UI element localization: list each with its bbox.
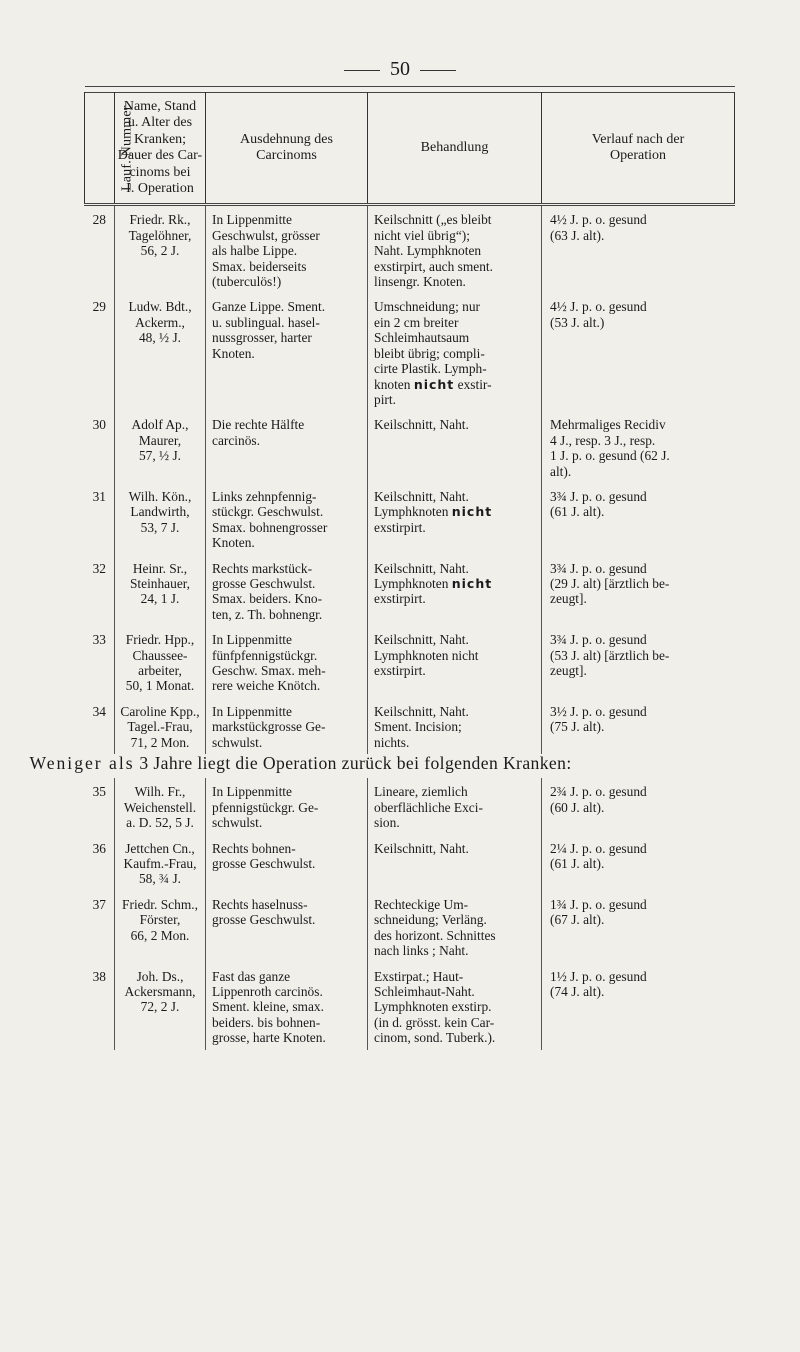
patient-name-cell-line: 48, ½ J. — [138, 330, 182, 346]
table-row — [85, 555, 735, 627]
outcome-cell — [542, 555, 735, 627]
treatment-cell — [368, 891, 542, 963]
treatment-cell — [368, 835, 542, 891]
treatment-cell-line: Keilschnitt („es bleibt — [374, 212, 492, 228]
page-number-dash-left — [344, 70, 380, 71]
patient-name-cell — [115, 293, 206, 411]
row-number: 29 — [92, 299, 106, 315]
patient-name-cell-line: Caroline Kpp., — [120, 703, 200, 719]
extent-cell-line: In Lippenmitte — [212, 212, 292, 228]
outcome-cell-line: (53 J. alt) [ärztlich be- — [550, 647, 670, 663]
outcome-cell-line: 1¾ J. p. o. gesund — [550, 896, 647, 912]
outcome-cell-line: 4 J., resp. 3 J., resp. — [550, 432, 656, 448]
outcome-cell-line: 3¾ J. p. o. gesund — [550, 632, 647, 648]
patient-name-cell-line: Joh. Ds., — [136, 968, 184, 984]
patient-name-cell-line: Steinhauer, — [129, 575, 191, 591]
outcome-cell-line: (61 J. alt). — [550, 504, 605, 520]
patient-name-cell-line: Ackerm., — [135, 314, 185, 330]
patient-name-cell-line: Maurer, — [138, 432, 182, 448]
table-row — [85, 293, 735, 411]
extent-cell — [206, 483, 368, 555]
row-number: 31 — [92, 488, 106, 504]
patient-name-cell — [115, 626, 206, 698]
outcome-cell-line: alt). — [550, 463, 572, 479]
extent-cell-line: markstückgrosse Ge- — [212, 719, 326, 735]
outcome-cell-line: 4½ J. p. o. gesund — [550, 299, 647, 315]
patient-name-cell — [115, 963, 206, 1050]
extent-cell-line: Lippenroth carcinös. — [212, 983, 323, 999]
row-number: 32 — [92, 560, 106, 576]
patient-name-cell-line: Jettchen Cn., — [125, 840, 195, 856]
extent-cell-line: grosse Geschwulst. — [212, 912, 316, 928]
treatment-cell — [368, 555, 542, 627]
outcome-cell — [542, 293, 735, 411]
patient-name-cell — [115, 835, 206, 891]
treatment-cell-line: knoten — [374, 376, 411, 392]
header-ausdehnung: Ausdehnung des Carcinoms — [206, 93, 368, 205]
outcome-cell-line: zeugt]. — [550, 591, 587, 607]
patient-name-cell — [115, 698, 206, 754]
patient-name-cell — [115, 778, 206, 834]
header-behandlung: Behandlung — [368, 93, 542, 205]
patient-name-cell-line: 53, 7 J. — [140, 519, 180, 535]
patient-name-cell-line: Weichenstell. — [123, 799, 197, 815]
treatment-cell-line: sion. — [374, 815, 400, 831]
outcome-cell — [542, 891, 735, 963]
extent-cell — [206, 555, 368, 627]
patient-name-cell-line: Heinr. Sr., — [132, 560, 188, 576]
extent-cell — [206, 835, 368, 891]
treatment-cell-line: Keilschnitt, Naht. — [374, 703, 469, 719]
extent-cell-line: schwulst. — [212, 734, 263, 750]
table-row — [85, 835, 735, 891]
extent-cell-line: stückgr. Geschwulst. — [212, 504, 324, 520]
row-number: 34 — [92, 703, 106, 719]
extent-cell — [206, 411, 368, 483]
treatment-cell-line: Keilschnitt, Naht. — [374, 417, 469, 433]
treatment-cell — [368, 626, 542, 698]
extent-cell-line: In Lippenmitte — [212, 632, 292, 648]
extent-cell-line: carcinös. — [212, 432, 260, 448]
outcome-cell-line: (67 J. alt). — [550, 912, 605, 928]
patient-name-cell-line: 72, 2 J. — [140, 999, 180, 1015]
treatment-cell-line: Keilschnitt, Naht. — [374, 632, 469, 648]
extent-cell-line: beiders. bis bohnen- — [212, 1014, 321, 1030]
treatment-cell-line: bleibt übrig; compli- — [374, 345, 485, 361]
outcome-cell-line: (63 J. alt). — [550, 227, 605, 243]
table-row — [85, 778, 735, 834]
patient-name-cell-line: 71, 2 Mon. — [130, 734, 190, 750]
treatment-cell-line: Lymphknoten nicht — [374, 647, 479, 663]
patient-table — [29, 92, 735, 1050]
outcome-cell-line: 1½ J. p. o. gesund — [550, 968, 647, 984]
patient-name-cell-line: Wilh. Fr., — [134, 784, 186, 800]
extent-cell-line: schwulst. — [212, 815, 263, 831]
outcome-cell-line: (29 J. alt) [ärztlich be- — [550, 575, 670, 591]
extent-cell-line: Sment. kleine, smax. — [212, 999, 324, 1015]
row-number: 37 — [92, 896, 106, 912]
treatment-cell-line: des horizont. Schnittes — [374, 927, 496, 943]
outcome-cell-line: 3¾ J. p. o. gesund — [550, 560, 647, 576]
treatment-cell — [368, 778, 542, 834]
treatment-cell-line: Rechteckige Um- — [374, 896, 469, 912]
outcome-cell-line: 1 J. p. o. gesund (62 J. — [550, 448, 670, 464]
treatment-cell-line: Umschneidung; nur — [374, 299, 480, 315]
treatment-cell-line: exstirpirt, auch sment. — [374, 258, 493, 274]
patient-name-cell — [115, 411, 206, 483]
patient-name-cell-line: Kaufm.-Frau, — [123, 856, 197, 872]
patient-name-cell-line: Chaussee- — [132, 647, 188, 663]
section-note-row — [85, 754, 735, 778]
treatment-cell-line: Schleimhautsaum — [374, 330, 470, 346]
row-number: 33 — [92, 632, 106, 648]
treatment-cell-line: ein 2 cm breiter — [374, 314, 459, 330]
extent-cell-line: In Lippenmitte — [212, 703, 292, 719]
treatment-cell-line: exstirpirt. — [374, 663, 426, 678]
extent-cell-line: Rechts bohnen- — [212, 840, 296, 856]
extent-cell-line: fünfpfennigstückgr. — [212, 647, 318, 663]
extent-cell-line: Geschw. Smax. meh- — [212, 663, 326, 678]
row-number: 28 — [92, 212, 106, 228]
page-number-dash-right — [420, 70, 456, 71]
outcome-cell-line: 2¼ J. p. o. gesund — [550, 840, 647, 856]
patient-name-cell-line: Tagel.-Frau, — [127, 719, 193, 735]
table-row — [85, 483, 735, 555]
patient-name-cell-line: Friedr. Schm., — [122, 896, 198, 912]
treatment-cell — [368, 483, 542, 555]
patient-name-cell-line: a. D. 52, 5 J. — [126, 815, 194, 831]
patient-name-cell-line: Adolf Ap., — [131, 417, 189, 433]
outcome-cell-line: 3¾ J. p. o. gesund — [550, 488, 647, 504]
extent-cell-line: grosse Geschwulst. — [212, 856, 316, 872]
outcome-cell-line: (60 J. alt). — [550, 799, 605, 815]
treatment-cell-line: (in d. grösst. kein Car- — [374, 1014, 495, 1030]
row-number: 35 — [92, 784, 106, 800]
emphasis-nicht: nicht — [413, 376, 455, 392]
table-row — [85, 205, 735, 294]
outcome-cell — [542, 483, 735, 555]
treatment-cell-line: Keilschnitt, Naht. — [374, 488, 469, 504]
row-number: 36 — [92, 840, 106, 856]
patient-name-cell-line: Friedr. Rk., — [129, 212, 191, 228]
extent-cell-line: pfennigstückgr. Ge- — [212, 799, 319, 815]
row-number: 38 — [92, 968, 106, 984]
patient-name-cell-line: 56, 2 J. — [140, 243, 180, 259]
treatment-cell — [368, 293, 542, 411]
treatment-cell-line: schneidung; Verläng. — [374, 912, 487, 928]
treatment-cell-line: Lymphknoten exstirp. — [374, 999, 492, 1015]
patient-name-cell-line: Friedr. Hpp., — [125, 632, 195, 648]
patient-name-cell-line: Ludw. Bdt., — [128, 299, 192, 315]
header-verlauf: Verlauf nach der Operation — [542, 93, 735, 205]
treatment-cell — [368, 698, 542, 754]
extent-cell-line: Rechts haselnuss- — [212, 896, 308, 912]
treatment-cell-line: Sment. Incision; — [374, 719, 462, 735]
page-number — [0, 58, 800, 81]
extent-cell-line: grosse Geschwulst. — [212, 575, 316, 591]
treatment-cell-line: nicht viel übrig“); — [374, 227, 470, 243]
extent-cell — [206, 626, 368, 698]
outcome-cell-line: (74 J. alt). — [550, 983, 605, 999]
patient-name-cell-line: arbeiter, — [138, 663, 182, 678]
patient-name-cell-line: Ackersmann, — [124, 983, 196, 999]
extent-cell-line: rere weiche Knötch. — [212, 678, 321, 694]
table-row — [85, 626, 735, 698]
outcome-cell — [542, 835, 735, 891]
treatment-cell — [368, 205, 542, 294]
extent-cell-line: Knoten. — [212, 535, 255, 551]
section-note: Weniger als 3 Jahre liegt die Operation zurück bei folgenden Kranken: — [29, 753, 572, 774]
extent-cell-line: Ganze Lippe. Sment. — [212, 299, 326, 315]
table-header-row — [85, 93, 735, 205]
patient-name-cell-line: 57, ½ J. — [138, 448, 182, 464]
treatment-cell-line: cinom, sond. Tuberk.). — [374, 1030, 496, 1046]
header-lauf-nummer: Lauf. Nummer — [85, 93, 115, 205]
extent-cell-line: grosse, harte Knoten. — [212, 1030, 326, 1046]
treatment-cell-line: Naht. Lymphknoten — [374, 243, 482, 259]
outcome-cell-line: 4½ J. p. o. gesund — [550, 212, 647, 228]
extent-cell — [206, 698, 368, 754]
treatment-cell-line: Keilschnitt, Naht. — [374, 840, 469, 856]
table-row — [85, 891, 735, 963]
outcome-cell — [542, 626, 735, 698]
patient-name-cell-line: Tagelöhner, — [128, 227, 192, 243]
extent-cell — [206, 293, 368, 411]
outcome-cell — [542, 205, 735, 294]
outcome-cell-line: zeugt]. — [550, 663, 587, 678]
header-name: Name, Stand u. Alter des Kranken; Dauer des Car- cinoms bei I. Operation — [115, 93, 206, 205]
table-row — [85, 963, 735, 1050]
treatment-cell-line: cirte Plastik. Lymph- — [374, 361, 487, 377]
extent-cell-line: Rechts markstück- — [212, 560, 313, 576]
outcome-cell-line: (75 J. alt). — [550, 719, 605, 735]
outcome-cell-line: (61 J. alt). — [550, 856, 605, 872]
extent-cell-line: Smax. beiders. Kno- — [212, 591, 323, 607]
patient-name-cell-line: Wilh. Kön., — [128, 488, 192, 504]
outcome-cell-line: 2¾ J. p. o. gesund — [550, 784, 647, 800]
treatment-cell-line: Lymphknoten — [374, 504, 449, 520]
patient-name-cell — [115, 205, 206, 294]
extent-cell-line: Fast das ganze — [212, 968, 291, 984]
extent-cell-line: Knoten. — [212, 345, 255, 361]
treatment-cell-line: Keilschnitt, Naht. — [374, 560, 469, 576]
patient-name-cell-line: 58, ¾ J. — [138, 871, 182, 887]
patient-name-cell-line: 50, 1 Monat. — [125, 678, 195, 694]
outcome-cell-line: Mehrmaliges Recidiv — [550, 417, 666, 433]
extent-cell-line: Smax. beiderseits — [212, 258, 307, 274]
patient-name-cell — [115, 483, 206, 555]
treatment-cell-line: Schleimhaut-Naht. — [374, 983, 475, 999]
emphasis-nicht: nicht — [451, 575, 493, 591]
treatment-cell — [368, 411, 542, 483]
treatment-cell-line: Lymphknoten — [374, 575, 449, 591]
extent-cell-line: Die rechte Hälfte — [212, 417, 305, 433]
outcome-cell-line: (53 J. alt.) — [550, 314, 605, 330]
extent-cell-line: als halbe Lippe. — [212, 243, 298, 259]
patient-name-cell — [115, 555, 206, 627]
extent-cell-line: nussgrosser, harter — [212, 330, 312, 346]
extent-cell — [206, 891, 368, 963]
extent-cell-line: (tuberculös!) — [212, 274, 282, 290]
treatment-cell-line: pirt. — [374, 391, 396, 407]
extent-cell-line: In Lippenmitte — [212, 784, 292, 800]
extent-cell — [206, 963, 368, 1050]
extent-cell — [206, 205, 368, 294]
emphasis-nicht: nicht — [451, 504, 493, 520]
page-number-text: 50 — [390, 58, 410, 80]
extent-cell — [206, 778, 368, 834]
treatment-cell-line: Lineare, ziemlich — [374, 784, 468, 800]
extent-cell-line: ten, z. Th. bohnengr. — [212, 606, 323, 622]
treatment-cell-line: nichts. — [374, 734, 410, 750]
extent-cell-line: Links zehnpfennig- — [212, 488, 317, 504]
extent-cell-line: Geschwulst, grösser — [212, 227, 320, 243]
outcome-cell — [542, 411, 735, 483]
table-top-rule — [85, 86, 735, 87]
treatment-cell — [368, 963, 542, 1050]
outcome-cell — [542, 963, 735, 1050]
treatment-cell-line: exstir- — [457, 376, 492, 392]
patient-name-cell — [115, 891, 206, 963]
treatment-cell-line: nach links ; Naht. — [374, 943, 469, 959]
extent-cell-line: u. sublingual. hasel- — [212, 314, 320, 330]
treatment-cell-line: exstirpirt. — [374, 591, 426, 607]
table-row — [85, 411, 735, 483]
table-row — [85, 698, 735, 754]
outcome-cell — [542, 778, 735, 834]
outcome-cell — [542, 698, 735, 754]
patient-name-cell-line: 24, 1 J. — [140, 591, 180, 607]
patient-name-cell-line: Förster, — [139, 912, 181, 928]
patient-name-cell-line: 66, 2 Mon. — [130, 927, 190, 943]
patient-name-cell-line: Landwirth, — [130, 504, 190, 520]
row-number: 30 — [92, 417, 106, 433]
outcome-cell-line: 3½ J. p. o. gesund — [550, 703, 647, 719]
extent-cell-line: Smax. bohnengrosser — [212, 519, 328, 535]
treatment-cell-line: Exstirpat.; Haut- — [374, 968, 464, 984]
treatment-cell-line: exstirpirt. — [374, 519, 426, 535]
treatment-cell-line: oberflächliche Exci- — [374, 799, 483, 815]
treatment-cell-line: linsengr. Knoten. — [374, 274, 466, 290]
